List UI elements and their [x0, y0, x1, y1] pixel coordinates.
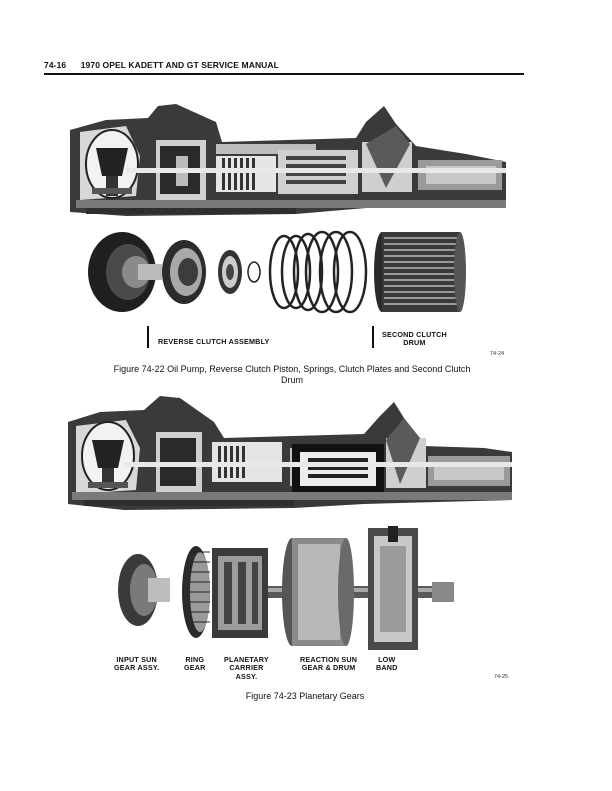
- label-reverse-clutch-assembly: REVERSE CLUTCH ASSEMBLY: [158, 337, 270, 346]
- figure-22-number: 74-24: [490, 351, 505, 357]
- second-clutch-leader: [372, 326, 374, 348]
- running-header: [44, 60, 279, 70]
- figure-23-caption: Figure 74-23 Planetary Gears: [245, 691, 365, 701]
- reverse-clutch-parts-photo: [86, 226, 470, 318]
- label-low-band: LOW BAND: [376, 655, 398, 673]
- reverse-clutch-leader: [147, 326, 149, 348]
- label-planetary-carrier: PLANETARY CARRIER ASSY.: [224, 655, 269, 681]
- figure-22-caption: Figure 74-22 Oil Pump, Reverse Clutch Piston, Springs, Clutch Plates and Second Clutch Drum: [113, 364, 471, 385]
- manual-title: 1970 OPEL KADETT AND GT SERVICE MANUAL: [80, 60, 279, 70]
- transmission-cross-section-top: [66, 96, 510, 220]
- label-second-clutch-drum: SECOND CLUTCH DRUM: [382, 330, 447, 348]
- figure-23-number: 74-25: [494, 674, 509, 680]
- label-input-sun-gear: INPUT SUN GEAR ASSY.: [114, 655, 160, 673]
- label-reaction-sun-gear: REACTION SUN GEAR & DRUM: [300, 655, 358, 673]
- transmission-cross-section-bottom: [64, 392, 516, 514]
- planetary-gears-photo: [112, 522, 456, 652]
- page-number: 74-16: [44, 60, 67, 70]
- label-ring-gear: RING GEAR: [184, 655, 206, 673]
- header-rule: [44, 73, 524, 75]
